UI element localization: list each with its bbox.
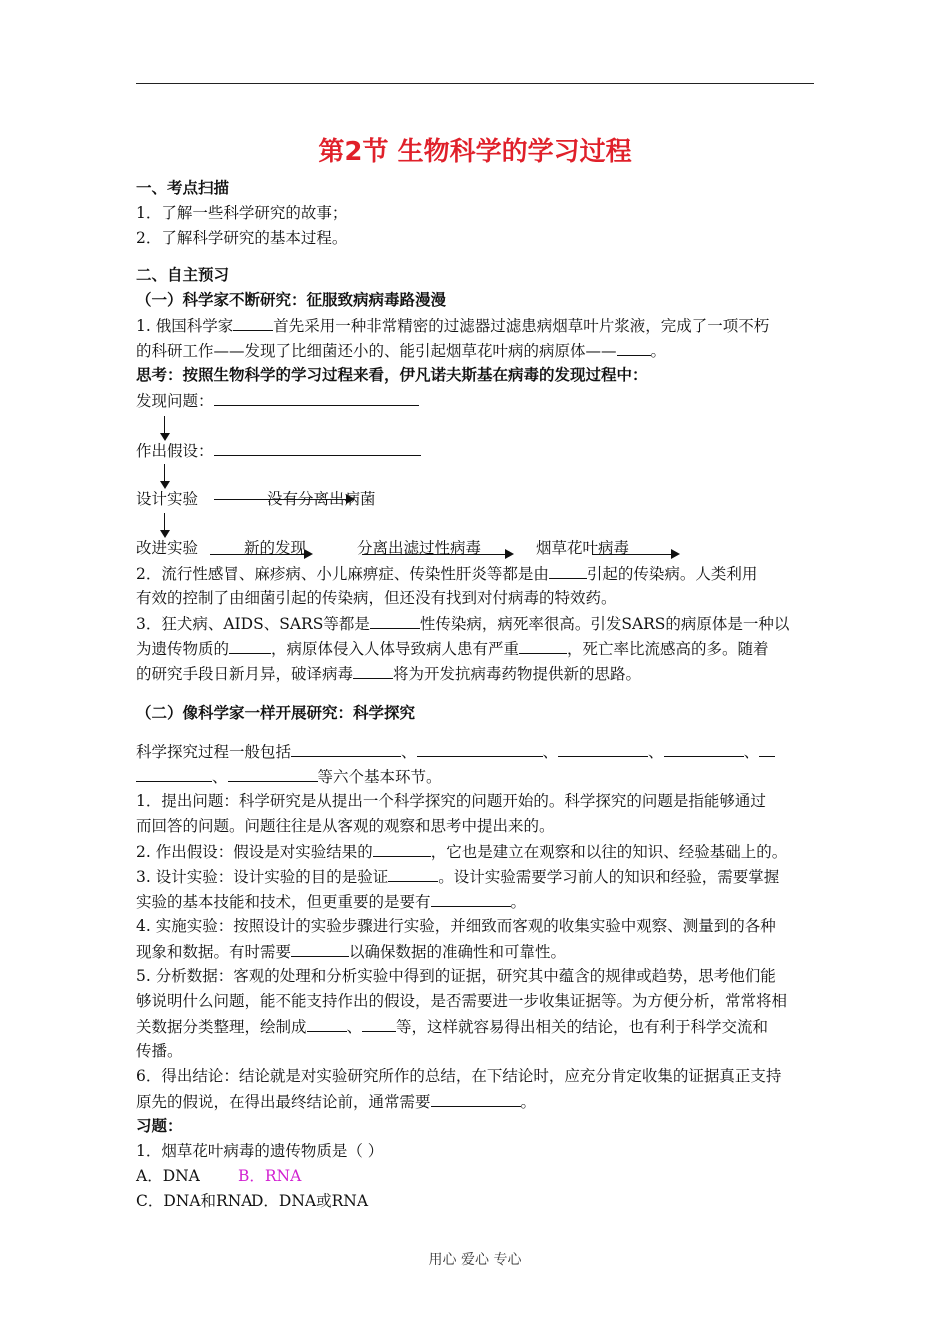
option-a[interactable]: A．DNA (136, 1167, 200, 1185)
fill-blank[interactable] (759, 741, 775, 757)
arrow-right-icon (346, 494, 355, 504)
question-1-line-b: 的科研工作——发现了比细菌还小的、能引起烟草花叶病的病原体—— 。 (136, 342, 667, 360)
subsection-heading-1: （一）科学家不断研究：征服致病病毒路漫漫 (136, 291, 447, 309)
question-2-line-a: 2．流行性感冒、麻疹病、小儿麻痹症、传染性肝炎等都是由 引起的传染病。人类利用 (136, 565, 758, 583)
step-6-line-b: 原先的假说，在得出最终结论前，通常需要 。 (136, 1093, 537, 1111)
fill-blank[interactable] (417, 741, 543, 757)
subsection-heading-2: （二）像科学家一样开展研究：科学探究 (136, 704, 416, 722)
question-2-line-b: 有效的控制了由细菌引起的传染病，但还没有找到对付病毒的特效药。 (136, 589, 617, 607)
flow-arrow-line (164, 416, 165, 434)
fill-blank[interactable] (229, 638, 271, 654)
flow-separate-virus: 分离出滤过性病毒 (357, 539, 482, 557)
objective-item: 2．了解科学研究的基本过程。 (136, 229, 348, 247)
step-5-line-c: 关数据分类整理，绘制成 、 等，这样就容易得出相关的结论，也有利于科学交流和 (136, 1018, 769, 1036)
objective-item: 1．了解一些科学研究的故事； (136, 204, 348, 222)
flow-arrow-line (592, 554, 672, 555)
fill-blank[interactable] (307, 1016, 347, 1032)
fill-blank[interactable] (431, 1091, 521, 1107)
arrow-right-icon (505, 549, 514, 559)
flow-arrow-line (164, 464, 165, 482)
exercise-question-1: 1．烟草花叶病毒的遗传物质是（ ） (136, 1142, 384, 1160)
fill-blank[interactable] (291, 741, 401, 757)
arrow-right-icon (671, 549, 680, 559)
arrow-down-icon (160, 481, 170, 489)
flow-arrow-line (210, 554, 306, 555)
option-b[interactable]: B．RNA (238, 1167, 302, 1185)
fill-blank[interactable] (228, 766, 318, 782)
fill-blank[interactable] (362, 1016, 396, 1032)
section-heading-1: 一、考点扫描 (136, 179, 230, 197)
header-rule (136, 83, 814, 84)
section-heading-2: 二、自主预习 (136, 266, 230, 284)
fill-blank[interactable] (664, 741, 744, 757)
fill-blank[interactable] (233, 315, 273, 331)
option-c[interactable]: C．DNA和RNA (136, 1192, 253, 1210)
flow-find-problem: 发现问题： (136, 390, 419, 411)
fill-blank[interactable] (353, 663, 393, 679)
fill-blank[interactable] (558, 741, 648, 757)
question-1-line-a: 1. 俄国科学家 首先采用一种非常精密的过滤器过滤患病烟草叶片浆液，完成了一项不朽 (136, 317, 770, 335)
flow-arrow-line (214, 499, 348, 500)
flow-improve: 改进实验 (136, 539, 199, 557)
fill-blank[interactable] (214, 390, 419, 406)
question-3-line-c: 的研究手段日新月异，破译病毒 将为开发抗病毒药物提供新的思路。 (136, 665, 642, 683)
question-3-line-b: 为遗传物质的 ，病原体侵入人体导致病人患有严重 ，死亡率比流感高的多。随着 (136, 640, 769, 658)
step-4-line-b: 现象和数据。有时需要 以确保数据的准确性和可靠性。 (136, 943, 567, 961)
flow-new-discovery: 新的发现 (244, 539, 307, 557)
arrow-down-icon (160, 530, 170, 538)
flow-hypothesis: 作出假设： (136, 440, 421, 461)
arrow-right-icon (304, 549, 313, 559)
step-4-line-a: 4. 实施实验：按照设计的实验步骤进行实验，并细致而客观的收集实验中观察、测量到的各种 (136, 917, 776, 935)
option-d[interactable]: D．DNA或RNA (251, 1192, 369, 1210)
flow-arrow-line (164, 513, 165, 531)
step-2-line-a: 2. 作出假设：假设是对实验结果的 ，它也是建立在观察和以往的知识、经验基础上的。 (136, 843, 788, 861)
step-1-line-a: 1．提出问题：科学研究是从提出一个科学探究的问题开始的。科学探究的问题是指能够通过 (136, 792, 766, 810)
step-6-line-a: 6．得出结论：结论就是对实验研究所作的总结，在下结论时，应充分肯定收集的证据真正支持 (136, 1067, 782, 1085)
flow-design: 设计实验 (136, 490, 199, 508)
step-3-line-b: 实验的基本技能和技术，但更重要的是要有 。 (136, 893, 527, 911)
think-prompt: 思考：按照生物科学的学习过程来看，伊凡诺夫斯基在病毒的发现过程中： (136, 366, 648, 384)
flow-tmv: 烟草花叶病毒 (536, 539, 630, 557)
fill-blank[interactable] (519, 638, 567, 654)
step-5-line-b: 够说明什么问题，能不能支持作出的假设，是否需要进一步收集证据等。为方便分析，常常将相 (136, 992, 788, 1010)
fill-blank[interactable] (431, 891, 511, 907)
fill-blank[interactable] (388, 866, 438, 882)
inquiry-steps-line-a: 科学探究过程一般包括 、 、 、 、 (136, 741, 775, 762)
fill-blank[interactable] (617, 340, 651, 356)
page-footer: 用心 爱心 专心 (428, 1252, 522, 1268)
exercise-heading: 习题： (136, 1117, 183, 1135)
page-title: 第2节 生物科学的学习过程 (318, 137, 632, 167)
fill-blank[interactable] (370, 613, 420, 629)
question-3-line-a: 3．狂犬病、AIDS、SARS等都是 性传染病，病死率很高。引发SARS的病原体是一种以 (136, 615, 790, 633)
fill-blank[interactable] (373, 841, 431, 857)
step-5-line-d: 传播。 (136, 1042, 183, 1060)
fill-blank[interactable] (214, 440, 421, 456)
step-1-line-b: 而回答的问题。问题往往是从客观的观察和思考中提出来的。 (136, 817, 555, 835)
flow-design-note: 没有分离出病菌 (267, 490, 376, 508)
fill-blank[interactable] (136, 766, 212, 782)
inquiry-steps-line-b: 、 等六个基本环节。 (136, 766, 442, 787)
fill-blank[interactable] (549, 563, 587, 579)
flow-arrow-line (362, 554, 507, 555)
fill-blank[interactable] (291, 941, 349, 957)
step-3-line-a: 3. 设计实验：设计实验的目的是验证 。设计实验需要学习前人的知识和经验，需要掌握 (136, 868, 780, 886)
step-5-line-a: 5. 分析数据：客观的处理和分析实验中得到的证据，研究其中蕴含的规律或趋势，思考他们能 (136, 967, 776, 985)
